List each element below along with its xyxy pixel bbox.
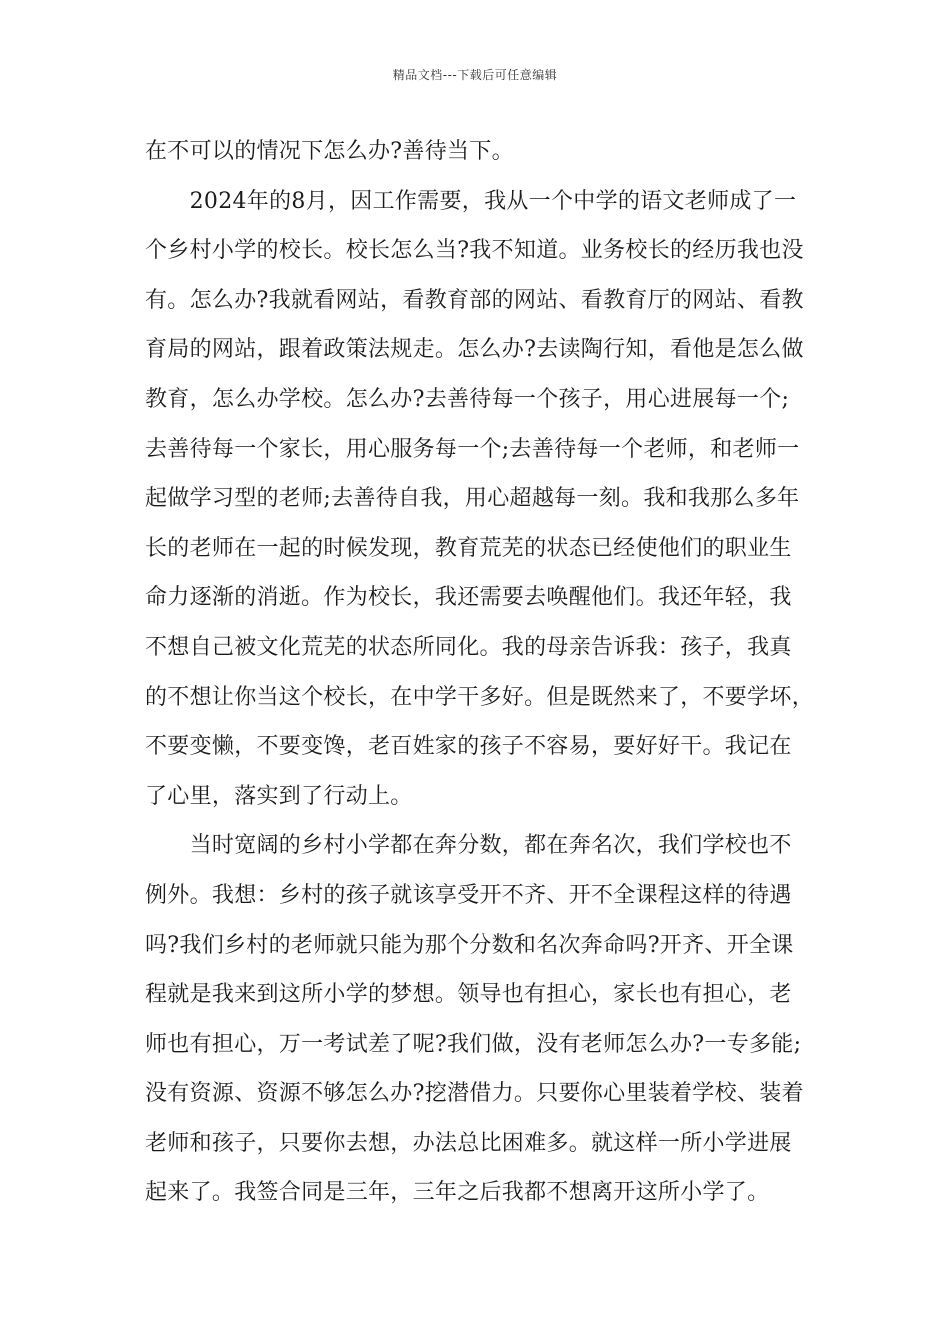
text-line: 起做学习型的老师;去善待自我，用心超越每一刻。我和我那么多年 [145, 486, 800, 512]
text-line: 程就是我来到这所小学的梦想。领导也有担心，家长也有担心，老 [145, 982, 792, 1008]
text-line: 育局的网站，跟着政策法规走。怎么办?去读陶行知，看他是怎么做 [145, 337, 804, 363]
text-line: 有。怎么办?我就看网站，看教育部的网站、看教育厅的网站、看教 [145, 287, 804, 313]
page-header: 精品文档---下载后可任意编辑 [392, 68, 558, 82]
document-body [145, 132, 825, 1223]
text-line: 命力逐渐的消逝。作为校长，我还需要去唤醒他们。我还年轻，我 [145, 585, 792, 611]
text-line: 不想自己被文化荒芜的状态所同化。我的母亲告诉我：孩子，我真 [145, 634, 792, 660]
text-line: 当时宽阔的乡村小学都在奔分数，都在奔名次，我们学校也不 [145, 833, 792, 859]
text-line: 老师和孩子，只要你去想，办法总比困难多。就这样一所小学进展 [145, 1130, 792, 1156]
text-line: 教育，怎么办学校。怎么办?去善待每一个孩子，用心进展每一个; [145, 386, 790, 412]
text-line: 长的老师在一起的时候发现，教育荒芜的状态已经使他们的职业生 [145, 535, 792, 561]
text-line: 例外。我想：乡村的孩子就该享受开不齐、开不全课程这样的待遇 [145, 882, 792, 908]
text-line: 在不可以的情况下怎么办?善待当下。 [145, 139, 514, 164]
text-line: 个乡村小学的校长。校长怎么当?我不知道。业务校长的经历我也没 [145, 238, 804, 264]
text-line: 起来了。我签合同是三年，三年之后我都不想离开这所小学了。 [145, 1180, 770, 1206]
text-line: 吗?我们乡村的老师就只能为那个分数和名次奔命吗?开齐、开全课 [145, 932, 794, 958]
text-line: 的不想让你当这个校长，在中学干多好。但是既然来了，不要学坏， [145, 684, 815, 710]
text-line: 师也有担心，万一考试差了呢?我们做，没有老师怎么办?一专多能; [145, 1031, 802, 1057]
text-line: 了心里，落实到了行动上。 [145, 783, 413, 809]
text-line: 2024年的8月，因工作需要，我从一个中学的语文老师成了一 [145, 188, 797, 214]
text-line: 没有资源、资源不够怎么办?挖潜借力。只要你心里装着学校、装着 [145, 1081, 804, 1107]
text-line: 去善待每一个家长，用心服务每一个;去善待每一个老师，和老师一 [145, 436, 800, 462]
text-line: 不要变懒，不要变馋，老百姓家的孩子不容易，要好好干。我记在 [145, 734, 792, 760]
